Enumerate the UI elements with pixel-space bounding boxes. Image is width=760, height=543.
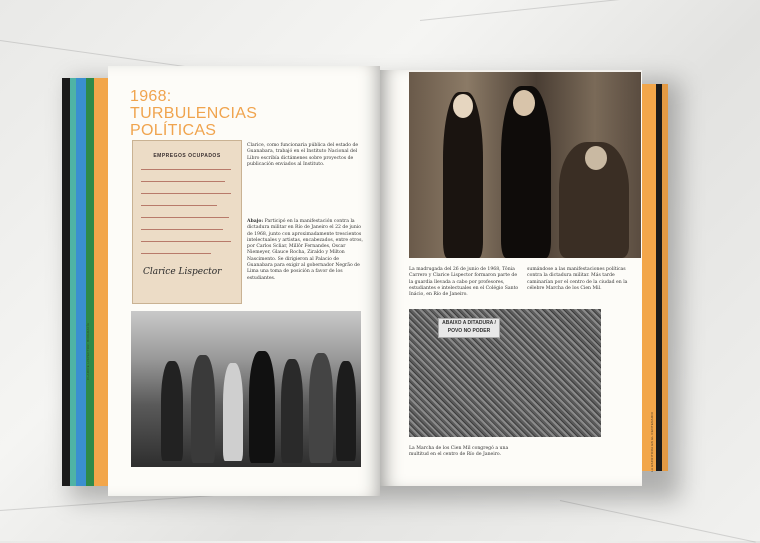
photo-figure [453, 94, 473, 118]
title-line: POLÍTICAS [130, 122, 217, 139]
photo-figure [336, 361, 356, 461]
document-line [141, 193, 231, 194]
photo-figure [309, 353, 333, 463]
intro-paragraph: Clarice, como funcionaria pública del estado de Guanabara, trabajó en el Instituto Nacional del Libro escribía dictámenes sobre proyectos de publicación enviados al Instituto. [247, 143, 359, 167]
document-line [141, 229, 223, 230]
photo-figure [249, 351, 275, 463]
caption-paragraph [247, 219, 365, 282]
employment-document [132, 140, 242, 304]
vigil-caption-right: sumándose a las manifestaciones políticas contra la dictadura militar. Más tarde caminarían por el centro de la ciudad en la célebre Marcha de los Cien Mil. [527, 267, 628, 291]
document-line [141, 181, 225, 182]
document-line [141, 169, 231, 170]
street-march-photo [131, 311, 361, 467]
document-line [141, 217, 229, 218]
protest-banner: ABAIXO A DITADURA / POVO NO PODER [438, 318, 500, 338]
caption-text: Participó en la manifestación contra la dictadura militar en Río de Janeiro el 22 de junio de 1968, junto con aproximadamente trescientos intelectuales y artistas, encabezados, entre otros, por Carlos Scliar, Millôr Fernandes, Oscar Niemeyer, Glauce Rocha, Ziraldo y Milton Nascimento. Se dirigieron al Palacio de Guanabara para exigir al gobernador Negrão de Lima una toma de posición a favor de los estudiantes. [247, 219, 363, 281]
caption-label: Abajo: [247, 219, 264, 224]
edge-strip-black [62, 78, 70, 486]
crowd-caption: La Marcha de los Cien Mil congregó a una multitud en el centro de Río de Janeiro. [409, 446, 509, 458]
title-line: TURBULENCIAS [130, 105, 258, 122]
edge-strip-orange [94, 78, 108, 486]
photo-figure [223, 363, 243, 461]
photo-figure [191, 355, 215, 463]
document-line [141, 241, 231, 242]
document-line [141, 253, 211, 254]
marble-vein [420, 0, 758, 21]
title-line: 1968: [130, 88, 172, 105]
running-title-right: LA ESCRITORA EN EL CENTENARIO [650, 411, 654, 472]
marble-vein [560, 500, 756, 543]
running-title-left: CLARICE LISPECTOR: BIOGRAFÍA [86, 322, 90, 380]
right-edge-orange-2 [662, 84, 668, 471]
page-title [130, 88, 300, 139]
document-heading: EMPREGOS OCUPADOS [153, 153, 221, 159]
handwritten-signature: Clarice Lispector [143, 267, 222, 277]
photo-figure [585, 146, 607, 170]
vigil-caption-left: La madrugada del 26 de junio de 1968, Tônia Carrero y Clarice Lispector formaron parte de la guardia llevada a cabo por profesores, estudiantes e intelectuales en el Colégio Santo Inácio, en Río de Janeiro. [409, 267, 519, 298]
photo-figure [513, 90, 535, 116]
photo-figure [281, 359, 303, 463]
edge-strip-green [86, 78, 94, 486]
vigil-portrait-photo [409, 72, 641, 258]
photo-figure [161, 361, 183, 461]
document-line [141, 205, 217, 206]
edge-strip-blue [76, 78, 86, 486]
